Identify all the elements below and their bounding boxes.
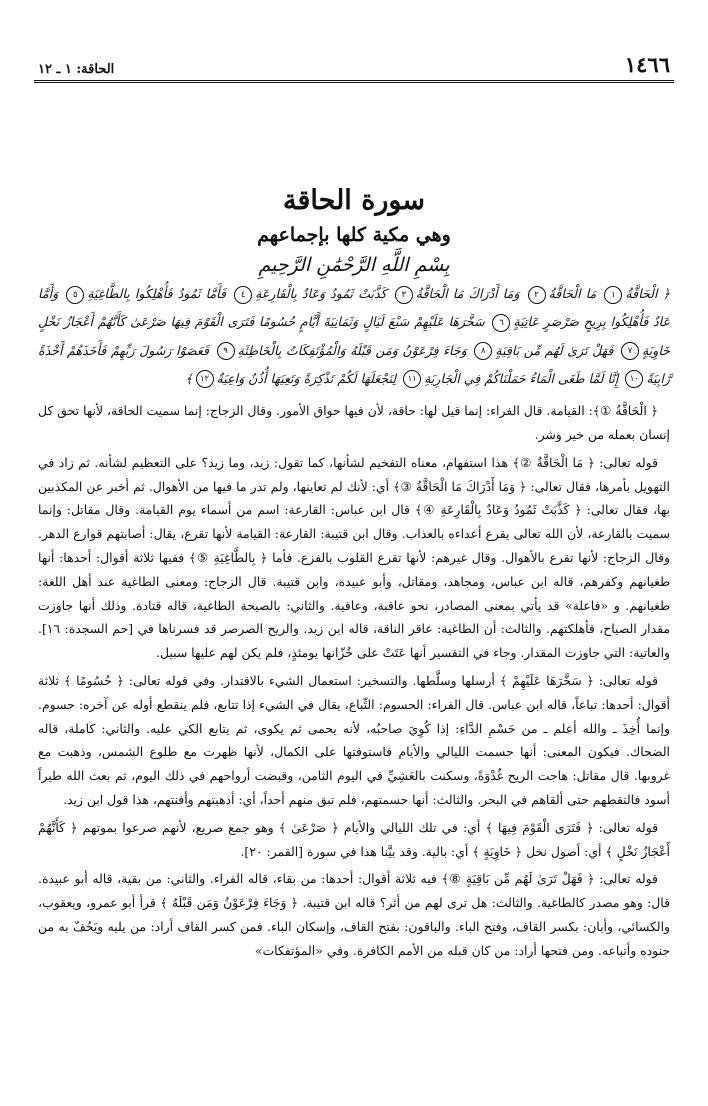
sura-note: وهي مكية كلها بإجماعهم [257, 224, 451, 246]
verse-text: إِنَّا لَمَّا طَغَى الْمَاءُ حَمَلْنَاكُمْ فِي الْجَارِيَةِ [424, 370, 619, 386]
quran-text [38, 280, 670, 393]
verse-number-icon: ٥ [66, 286, 84, 304]
verse-text: وَأَمَّا عَادٌ فَأُهْلِكُوا بِرِيحٍ صَرْصَرٍ عَاتِيَةٍ [38, 286, 670, 330]
closing-bracket: ﴾ [185, 370, 193, 386]
verse-number-icon: ٨ [474, 342, 492, 360]
verse-number-icon: ٤ [234, 286, 252, 304]
verse-text: فَعَصَوْا رَسُولَ رَبِّهِمْ فَأَخَذَهُمْ أَخْذَةً رَّابِيَةً [38, 342, 670, 386]
commentary-paragraph: قوله تعالى: ﴿ مَا الْحَاقَّةُ ②﴾ هذا استفهام، معناه التفخيم لشأنها، كما تقول: زيد، وما زيد؟ على التعظيم لشأنه. ثم زاد في التهويل بأمرها، فقال تعالى: ﴿ وَمَا أَدْرَاكَ مَا الْحَاقَّةُ ③﴾ أي: لأنك لم تعاينها، ولم تدر ما فيها من الأهوال. ثم أخبر عن المكذبين بها، فقال تعالى: ﴿ كَذَّبَتْ ثَمُودُ وَعَادٌ بِالْقَارِعَةِ ④﴾ قال ابن عباس: القارعة: اسم من أسماء يوم القيامة. وقال مقاتل: وإنما سميت بالقارعة، لأن الله تعالى يقرع أعداءه بالعذاب. وقال ابن قتيبة: القارعة: القيامة لأنها تقرع، يقال: أصابتهم قوارع الدهر. وقال الزجاج: لأنها تقرع بالأهوال. وقال غيرهم: لأنها تقرع القلوب بالفزع. فأما ﴿ بِالطَّاغِيَةِ ⑤﴾ ففيها ثلاثة أقوال: أحدها: أنها طغيانهم وكفرهم، قاله ابن عباس، ومجاهد، ومقاتل، وأبو عبيدة، وابن قتيبة. قال الزجاج: ومعنى الطاغية عند أهل اللغة: طغيانهم. و «فاعلة» قد يأتي بمعنى المصادر، نحو عاقبة، وعافية. والثاني: بالصيحة الطاغية، قاله قتادة. وذلك أنها جاوزت مقدار الصياح، فأهلكتهم. والثالث: أن الطاغية: عاقر الناقة، قاله ابن زيد. والريح الصرصر قد فسرناها في [حم السجدة: ١٦]. والعاتية: التي جاوزت المقدار. وجاء في التفسير أنها عَتَتْ على خُزّانها يومئذٍ، فلم يكن لهم عليها سبيل. [38, 454, 670, 661]
verse-text: لِنَجْعَلَهَا لَكُمْ تَذْكِرَةً وَتَعِيَهَا أُذُنٌ وَاعِيَةٌ [216, 370, 397, 386]
verse-text: وَمَا أَدْرَاكَ مَا الْحَاقَّةُ [415, 286, 520, 301]
commentary-paragraph: قوله تعالى: ﴿ فَتَرَى الْقَوْمَ فِيهَا ﴾ أي: في تلك الليالي والأيام ﴿ صَرْعَىٰ ﴾ وهو جمع صريع، لأنهم صرعوا بموتهم ﴿ كَأَنَّهُمْ أَعْجَازُ نَخْلٍ ﴾ أي: أصول نخل ﴿ خَاوِيَةٍ ﴾ أي: بالية. وقد بيَّنا هذا في سورة [القمر: ٢٠]. [38, 819, 670, 859]
commentary-paragraph: قوله تعالى: ﴿ فَهَلْ تَرَىٰ لَهُم مِّن بَاقِيَةٍ ⑧﴾ فيه ثلاثة أقوال: أحدها: من بقاء، قاله الفراء. والثاني: من بقية، قاله أبو عبيدة. قال: وهو مصدر كالطاغية. والثالث: هل ترى لهم من أثر؟ قاله ابن قتيبة. ﴿ وَجَاءَ فِرْعَوْنُ وَمَن قَبْلَهُ ﴾ قرأ أبو عمرو، ويعقوب، والكسائي، وأبان: بكسر القاف، وفتح الباء. والباقون: بفتح القاف، وإسكان الباء. فمن كسر القاف أراد: من يليه ويَحُفّ به من جنوده وأتباعه. ومن فتحها أراد: من كان قبله من الأمم الكافرة. وفي «المؤتفكات» [38, 871, 670, 958]
verse-number-icon: ١٢ [196, 370, 214, 388]
verse-number-icon: ٣ [395, 286, 413, 304]
commentary-paragraph: ﴿ الْحَاقَّةُ ①﴾: القيامة. قال الفراء: إنما قيل لها: حاقة، لأن فيها حواق الأمور. وقال الزجاج: إنما سميت الحاقة، لأنها تحق كل إنسان بعمله من خير وشر. [38, 403, 670, 442]
verse-text: فَهَلْ تَرَىٰ لَهُم مِّن بَاقِيَةٍ [495, 342, 614, 358]
verse-text: كَذَّبَتْ ثَمُودُ وَعَادٌ بِالْقَارِعَةِ [255, 286, 387, 301]
verse-number-icon: ٧ [621, 342, 639, 360]
verse-number-icon: ١٠ [625, 370, 643, 388]
verse-text: مَا الْحَاقَّةُ [548, 286, 597, 301]
verse-number-icon: ١ [604, 286, 622, 304]
verse-number-icon: ٩ [217, 342, 235, 360]
verse-number-icon: ٢ [528, 286, 546, 304]
verse-text: سَخَّرَهَا عَلَيْهِمْ سَبْعَ لَيَالٍ وَثَمَانِيَةَ أَيَّامٍ حُسُومًا فَتَرَى الْقَوْمَ فِيهَا صَرْعَىٰ كَأَنَّهُمْ أَعْجَازُ نَخْلٍ خَاوِيَةٍ [38, 314, 670, 358]
basmala: بِسْمِ اللَّهِ الرَّحْمَٰنِ الرَّحِيمِ [258, 254, 450, 276]
running-title: الحاقة: ١ ـ ١٢ [38, 62, 115, 77]
verse-text: ﴿ الْحَاقَّةُ [625, 286, 670, 301]
page-header [34, 52, 674, 83]
verse-number-icon: ٦ [492, 314, 510, 332]
verse-text: فَأَمَّا ثَمُودُ فَأُهْلِكُوا بِالطَّاغِيَةِ [87, 286, 227, 301]
commentary-paragraph: قوله تعالى: ﴿ سَخَّرَهَا عَلَيْهِمْ ﴾ أرسلها وسلَّطها. والتسخير: استعمال الشيء بالاقتدار. وفي قوله تعالى: ﴿ حُسُومًا ﴾ ثلاثة أقوال: أحدها: تباعاً، قاله ابن عباس. قال الفراء: الحسوم: التِّباع، يقال في الشيء إذا تتابع، فلم ينقطع أوله عن آخره: حسوم. وإنما أُخِذَ ـ والله أعلم ـ من حَسْمِ الدَّاءِ: إذا كُوِيَ صاحبُه، لأنه يحمى ثم يكوى، ثم يتابع الكي عليه. والثاني: كاملة، قاله الضحاك. فيكون المعنى: أنها حسمت الليالي والأيام فاستوفتها على الكمال، لأنها ظهرت مع طلوع الشمس، وذهبت مع غروبها. قال مقاتل: هاجت الريح غُدْوَةً، وسكنت بالعَشِيِّ في اليوم الثامن، وقبضت أرواحهم في ذلك اليوم، ثم بعث الله طيراً أسود فالتقطهم حتى ألقاهم في البحر. والثالث: أنها حسمتهم، فلم تبق منهم أحداً، أي: أذهبتهم وأفنتهم، هذا قول ابن زيد. [38, 672, 670, 807]
commentary [38, 399, 670, 962]
page-number: ١٤٦٦ [624, 52, 670, 77]
verse-number-icon: ١١ [403, 370, 421, 388]
sura-title: سورة الحاقة [283, 185, 425, 216]
verse-text: وَجَاءَ فِرْعَوْنُ وَمَن قَبْلَهُ وَالْمُؤْتَفِكَاتُ بِالْخَاطِئَةِ [237, 342, 467, 358]
